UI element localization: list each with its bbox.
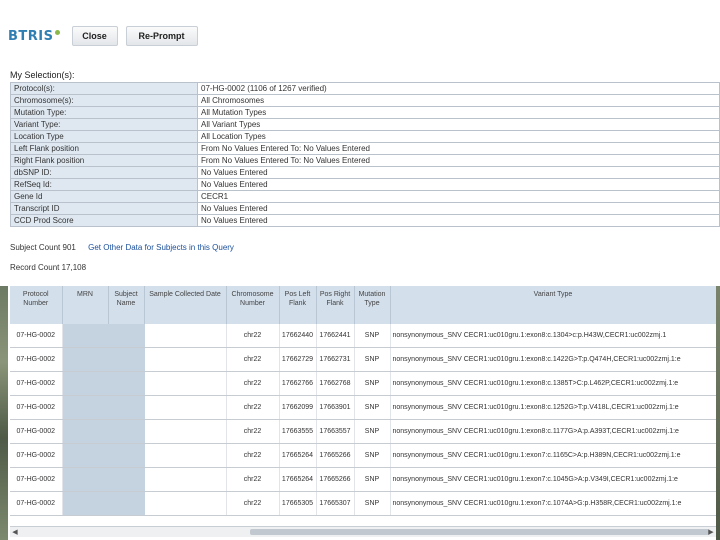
selection-row: [11, 143, 720, 155]
selection-label: Mutation Type:: [11, 107, 198, 119]
column-header[interactable]: Variant Type: [390, 286, 716, 324]
empty-cell: [144, 372, 226, 396]
cell-protocol: 07-HG-0002: [10, 324, 62, 348]
cell-variant: nonsynonymous_SNV CECR1:uc010gru.1:exon7:c.1074A>G:p.H358R,CECR1:uc002zmj.1:e: [390, 492, 716, 516]
selection-row: [11, 203, 720, 215]
selection-label: Gene Id: [11, 191, 198, 203]
selection-label: dbSNP ID:: [11, 167, 198, 179]
table-row[interactable]: [10, 468, 716, 492]
cell-right: 17662731: [316, 348, 354, 372]
selection-value: All Mutation Types: [198, 107, 720, 119]
background-strip-left: [0, 286, 8, 540]
cell-mut: SNP: [354, 372, 390, 396]
cell-chr: chr22: [226, 492, 279, 516]
get-other-data-link[interactable]: Get Other Data for Subjects in this Query: [88, 243, 234, 252]
column-header[interactable]: Protocol Number: [10, 286, 62, 324]
cell-left: 17665264: [279, 468, 316, 492]
selection-row: [11, 131, 720, 143]
cell-chr: chr22: [226, 348, 279, 372]
selection-row: [11, 107, 720, 119]
redacted-cell: [108, 372, 144, 396]
cell-right: 17662768: [316, 372, 354, 396]
cell-protocol: 07-HG-0002: [10, 396, 62, 420]
cell-variant: nonsynonymous_SNV CECR1:uc010gru.1:exon7:c.1165C>A:p.H389N,CECR1:uc002zmj.1:e: [390, 444, 716, 468]
selection-value: All Location Types: [198, 131, 720, 143]
cell-protocol: 07-HG-0002: [10, 420, 62, 444]
scroll-left-icon[interactable]: ◀: [12, 528, 18, 536]
table-row[interactable]: [10, 324, 716, 348]
selection-value: From No Values Entered To: No Values Entered: [198, 155, 720, 167]
cell-left: 17662729: [279, 348, 316, 372]
scrollbar-thumb[interactable]: [250, 529, 710, 535]
table-row[interactable]: [10, 348, 716, 372]
cell-variant: nonsynonymous_SNV CECR1:uc010gru.1:exon8:c.1422G>T:p.Q474H,CECR1:uc002zmj.1:e: [390, 348, 716, 372]
record-count-value: 17,108: [61, 263, 87, 272]
empty-cell: [144, 420, 226, 444]
subject-count-value: 901: [62, 243, 76, 252]
selection-label: Variant Type:: [11, 119, 198, 131]
selection-value: All Chromosomes: [198, 95, 720, 107]
cell-variant: nonsynonymous_SNV CECR1:uc010gru.1:exon8:c.1304>c:p.H43W,CECR1:uc002zmj.1: [390, 324, 716, 348]
selection-label: Protocol(s):: [11, 83, 198, 95]
results-grid: [10, 286, 716, 526]
column-header[interactable]: Pos Right Flank: [316, 286, 354, 324]
column-header[interactable]: Mutation Type: [354, 286, 390, 324]
cell-protocol: 07-HG-0002: [10, 348, 62, 372]
redacted-cell: [108, 324, 144, 348]
cell-right: 17663901: [316, 396, 354, 420]
empty-cell: [144, 396, 226, 420]
horizontal-scrollbar[interactable]: [10, 526, 716, 537]
table-row[interactable]: [10, 396, 716, 420]
empty-cell: [144, 324, 226, 348]
btris-logo: [8, 29, 60, 44]
selection-value: 07-HG-0002 (1106 of 1267 verified): [198, 83, 720, 95]
cell-right: 17663557: [316, 420, 354, 444]
column-header[interactable]: Sample Collected Date: [144, 286, 226, 324]
cell-right: 17665307: [316, 492, 354, 516]
redacted-cell: [62, 396, 108, 420]
selection-label: Right Flank position: [11, 155, 198, 167]
reprompt-button[interactable]: Re-Prompt: [126, 26, 198, 46]
table-row[interactable]: [10, 372, 716, 396]
selection-row: [11, 119, 720, 131]
redacted-cell: [62, 372, 108, 396]
cell-chr: chr22: [226, 396, 279, 420]
table-row[interactable]: [10, 492, 716, 516]
column-header[interactable]: MRN: [62, 286, 108, 324]
redacted-cell: [108, 396, 144, 420]
selection-value: No Values Entered: [198, 203, 720, 215]
cell-left: 17662440: [279, 324, 316, 348]
scroll-right-icon[interactable]: ▶: [708, 528, 714, 536]
cell-mut: SNP: [354, 324, 390, 348]
cell-variant: nonsynonymous_SNV CECR1:uc010gru.1:exon8:c.1252G>T:p.V418L,CECR1:uc002zmj.1:e: [390, 396, 716, 420]
column-header[interactable]: Chromosome Number: [226, 286, 279, 324]
redacted-cell: [62, 492, 108, 516]
selection-label: Left Flank position: [11, 143, 198, 155]
redacted-cell: [108, 420, 144, 444]
selection-row: [11, 167, 720, 179]
cell-mut: SNP: [354, 468, 390, 492]
redacted-cell: [62, 420, 108, 444]
column-header[interactable]: Pos Left Flank: [279, 286, 316, 324]
cell-mut: SNP: [354, 444, 390, 468]
cell-variant: nonsynonymous_SNV CECR1:uc010gru.1:exon8:c.1177G>A:p.A393T,CECR1:uc002zmj.1:e: [390, 420, 716, 444]
empty-cell: [144, 468, 226, 492]
subject-count-label: Subject Count: [10, 243, 61, 252]
selection-row: [11, 179, 720, 191]
cell-left: 17665264: [279, 444, 316, 468]
selection-label: Chromosome(s):: [11, 95, 198, 107]
cell-right: 17665266: [316, 444, 354, 468]
redacted-cell: [62, 348, 108, 372]
cell-chr: chr22: [226, 444, 279, 468]
empty-cell: [144, 492, 226, 516]
selection-value: From No Values Entered To: No Values Entered: [198, 143, 720, 155]
redacted-cell: [108, 468, 144, 492]
selection-value: CECR1: [198, 191, 720, 203]
cell-protocol: 07-HG-0002: [10, 492, 62, 516]
toolbar: [8, 24, 198, 48]
redacted-cell: [108, 444, 144, 468]
table-row[interactable]: [10, 420, 716, 444]
selection-row: [11, 83, 720, 95]
selection-title: My Selection(s):: [10, 70, 75, 80]
empty-cell: [144, 444, 226, 468]
cell-mut: SNP: [354, 348, 390, 372]
cell-right: 17665266: [316, 468, 354, 492]
selection-row: [11, 215, 720, 227]
redacted-cell: [108, 348, 144, 372]
empty-cell: [144, 348, 226, 372]
cell-left: 17662766: [279, 372, 316, 396]
record-count-line: [10, 263, 86, 272]
cell-chr: chr22: [226, 468, 279, 492]
cell-protocol: 07-HG-0002: [10, 372, 62, 396]
selection-row: [11, 191, 720, 203]
cell-mut: SNP: [354, 396, 390, 420]
selection-value: No Values Entered: [198, 179, 720, 191]
cell-chr: chr22: [226, 324, 279, 348]
selection-row: [11, 95, 720, 107]
cell-left: 17665305: [279, 492, 316, 516]
cell-left: 17662099: [279, 396, 316, 420]
redacted-cell: [62, 324, 108, 348]
selection-table: [10, 82, 720, 227]
cell-left: 17663555: [279, 420, 316, 444]
cell-chr: chr22: [226, 420, 279, 444]
cell-mut: SNP: [354, 420, 390, 444]
cell-variant: nonsynonymous_SNV CECR1:uc010gru.1:exon7:c.1045G>A:p.V349I,CECR1:uc002zmj.1:e: [390, 468, 716, 492]
cell-right: 17662441: [316, 324, 354, 348]
background-strip-right: [716, 286, 720, 540]
redacted-cell: [62, 444, 108, 468]
cell-variant: nonsynonymous_SNV CECR1:uc010gru.1:exon8:c.1385T>C:p.L462P,CECR1:uc002zmj.1:e: [390, 372, 716, 396]
cell-protocol: 07-HG-0002: [10, 444, 62, 468]
record-count-label: Record Count: [10, 263, 60, 272]
logo-dot: [55, 30, 60, 35]
table-row[interactable]: [10, 444, 716, 468]
cell-protocol: 07-HG-0002: [10, 468, 62, 492]
selection-value: All Variant Types: [198, 119, 720, 131]
selection-label: Transcript ID: [11, 203, 198, 215]
redacted-cell: [62, 468, 108, 492]
selection-label: RefSeq Id:: [11, 179, 198, 191]
selection-row: [11, 155, 720, 167]
redacted-cell: [108, 492, 144, 516]
selection-value: No Values Entered: [198, 215, 720, 227]
cell-chr: chr22: [226, 372, 279, 396]
selection-value: No Values Entered: [198, 167, 720, 179]
selection-label: CCD Prod Score: [11, 215, 198, 227]
cell-mut: SNP: [354, 492, 390, 516]
logo-text: BTRIS: [8, 28, 54, 44]
close-button[interactable]: Close: [72, 26, 118, 46]
column-header[interactable]: Subject Name: [108, 286, 144, 324]
selection-label: Location Type: [11, 131, 198, 143]
subject-count-line: [10, 243, 234, 252]
